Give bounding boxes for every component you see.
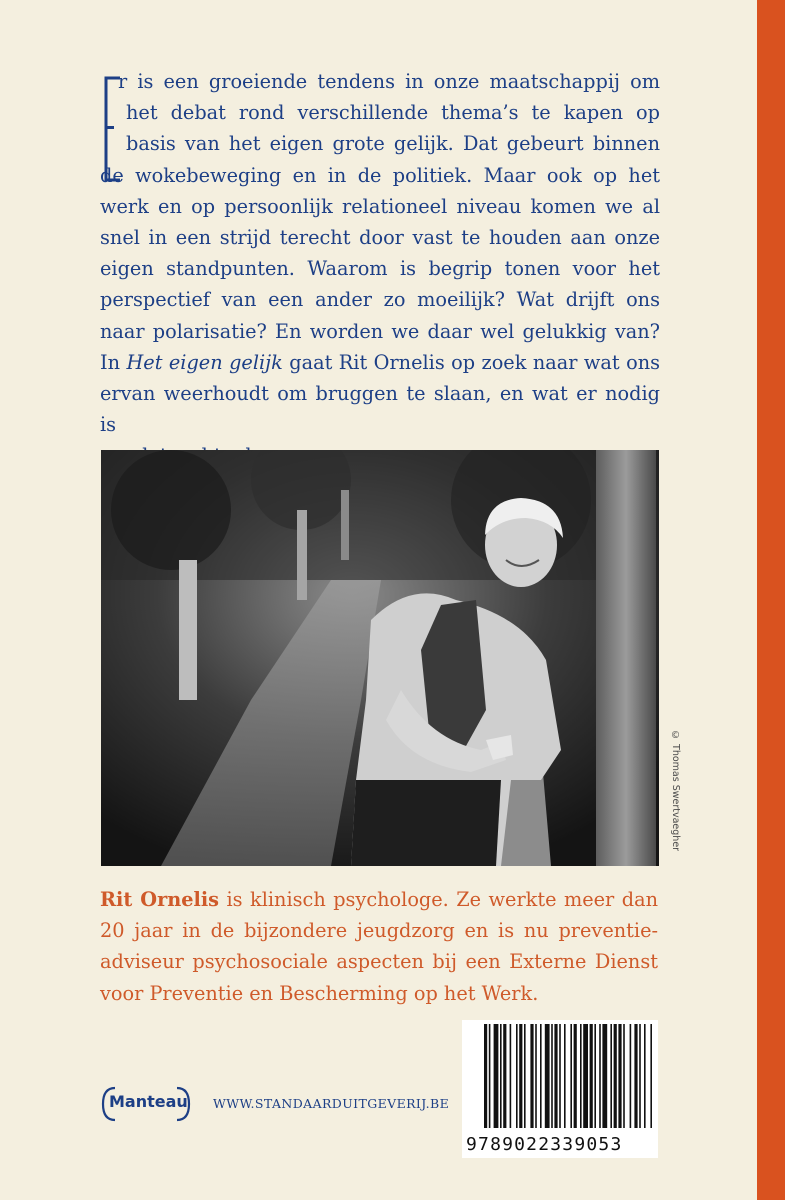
barcode-bar	[599, 1024, 601, 1128]
blurb-line: eigen standpunten. Waarom is begrip tonen voor het	[100, 257, 660, 281]
barcode-bar	[583, 1024, 588, 1128]
publisher-logo-text: Manteau	[109, 1092, 188, 1111]
isbn-number: 9789022339053	[466, 1134, 623, 1155]
barcode-bar	[644, 1024, 646, 1128]
barcode-bar	[516, 1024, 518, 1128]
blurb-line-prefix: In	[100, 350, 127, 374]
blurb-line: het debat rond verschillende thema’s te kapen op	[126, 101, 660, 125]
barcode-bar	[554, 1024, 557, 1128]
barcode-bar	[590, 1024, 593, 1128]
barcode-bar	[494, 1024, 499, 1128]
blurb-line: perspectief van een ander zo moeilijk? Wat drijft ons	[100, 288, 660, 312]
blurb-line	[100, 347, 660, 378]
barcode-bar	[545, 1024, 550, 1128]
bio-line-rest: is klinisch psychologe. Ze werkte meer dan	[219, 888, 658, 911]
blurb-line: ervan weerhoudt om bruggen te slaan, en wat er nodig is	[100, 382, 660, 437]
blurb-line: basis van het eigen grote gelijk. Dat gebeurt binnen	[126, 132, 660, 156]
barcode-bar	[559, 1024, 561, 1128]
barcode-bar	[540, 1024, 542, 1128]
barcode-bar	[630, 1024, 632, 1128]
blurb-text	[100, 66, 660, 472]
barcode-bar	[524, 1024, 526, 1128]
publisher-website: WWW.STANDAARDUITGEVERIJ.BE	[213, 1096, 450, 1111]
barcode-bar	[503, 1024, 506, 1128]
barcode-bar	[614, 1024, 617, 1128]
author-photo	[101, 450, 659, 866]
blurb-line: naar polarisatie? En worden we daar wel gelukkig van?	[100, 319, 660, 343]
barcode-bar	[639, 1024, 641, 1128]
bio-line	[100, 884, 658, 915]
barcode-bar	[650, 1024, 652, 1128]
barcode-bar	[580, 1024, 582, 1128]
barcode-bar	[510, 1024, 512, 1128]
blurb-line: de wokebeweging en in de politiek. Maar ook op het	[100, 163, 660, 187]
barcode-bar	[500, 1024, 502, 1128]
barcode-bar	[530, 1024, 533, 1128]
author-bio	[100, 884, 658, 1009]
barcode-bar	[570, 1024, 572, 1128]
barcode-bar	[484, 1024, 487, 1128]
barcode-bar	[535, 1024, 537, 1128]
bio-line: adviseur psychosociale aspecten bij een Externe Dienst	[100, 950, 658, 974]
barcode-bar	[489, 1024, 491, 1128]
barcode-bar	[594, 1024, 596, 1128]
book-title: Het eigen gelijk	[126, 350, 283, 374]
bio-line: 20 jaar in de bijzondere jeugdzorg en is nu preventie-	[100, 919, 658, 943]
spine-stripe	[757, 0, 785, 1200]
barcode-bar	[618, 1024, 621, 1128]
blurb-line: werk en op persoonlijk relationeel niveau komen we al	[100, 194, 660, 218]
barcode-bar	[610, 1024, 612, 1128]
author-name: Rit Ornelis	[100, 888, 220, 911]
barcode-bar	[551, 1024, 553, 1128]
blurb-line: r is een groeiende tendens in onze maatschappij om	[118, 70, 660, 93]
barcode-bar	[564, 1024, 566, 1128]
bio-line: voor Preventie en Bescherming op het Werk.	[100, 981, 539, 1005]
blurb-line-suffix: gaat Rit Ornelis op zoek naar wat ons	[282, 350, 661, 374]
barcode-bars	[484, 1024, 654, 1132]
barcode-bar	[623, 1024, 625, 1128]
barcode-bar	[574, 1024, 577, 1128]
barcode-bar	[602, 1024, 607, 1128]
blurb-line: snel in een strijd terecht door vast te houden aan onze	[100, 226, 660, 250]
photo-credit: © Thomas Swertvaegher	[670, 730, 681, 852]
barcode-bar	[519, 1024, 522, 1128]
barcode-bar	[634, 1024, 637, 1128]
